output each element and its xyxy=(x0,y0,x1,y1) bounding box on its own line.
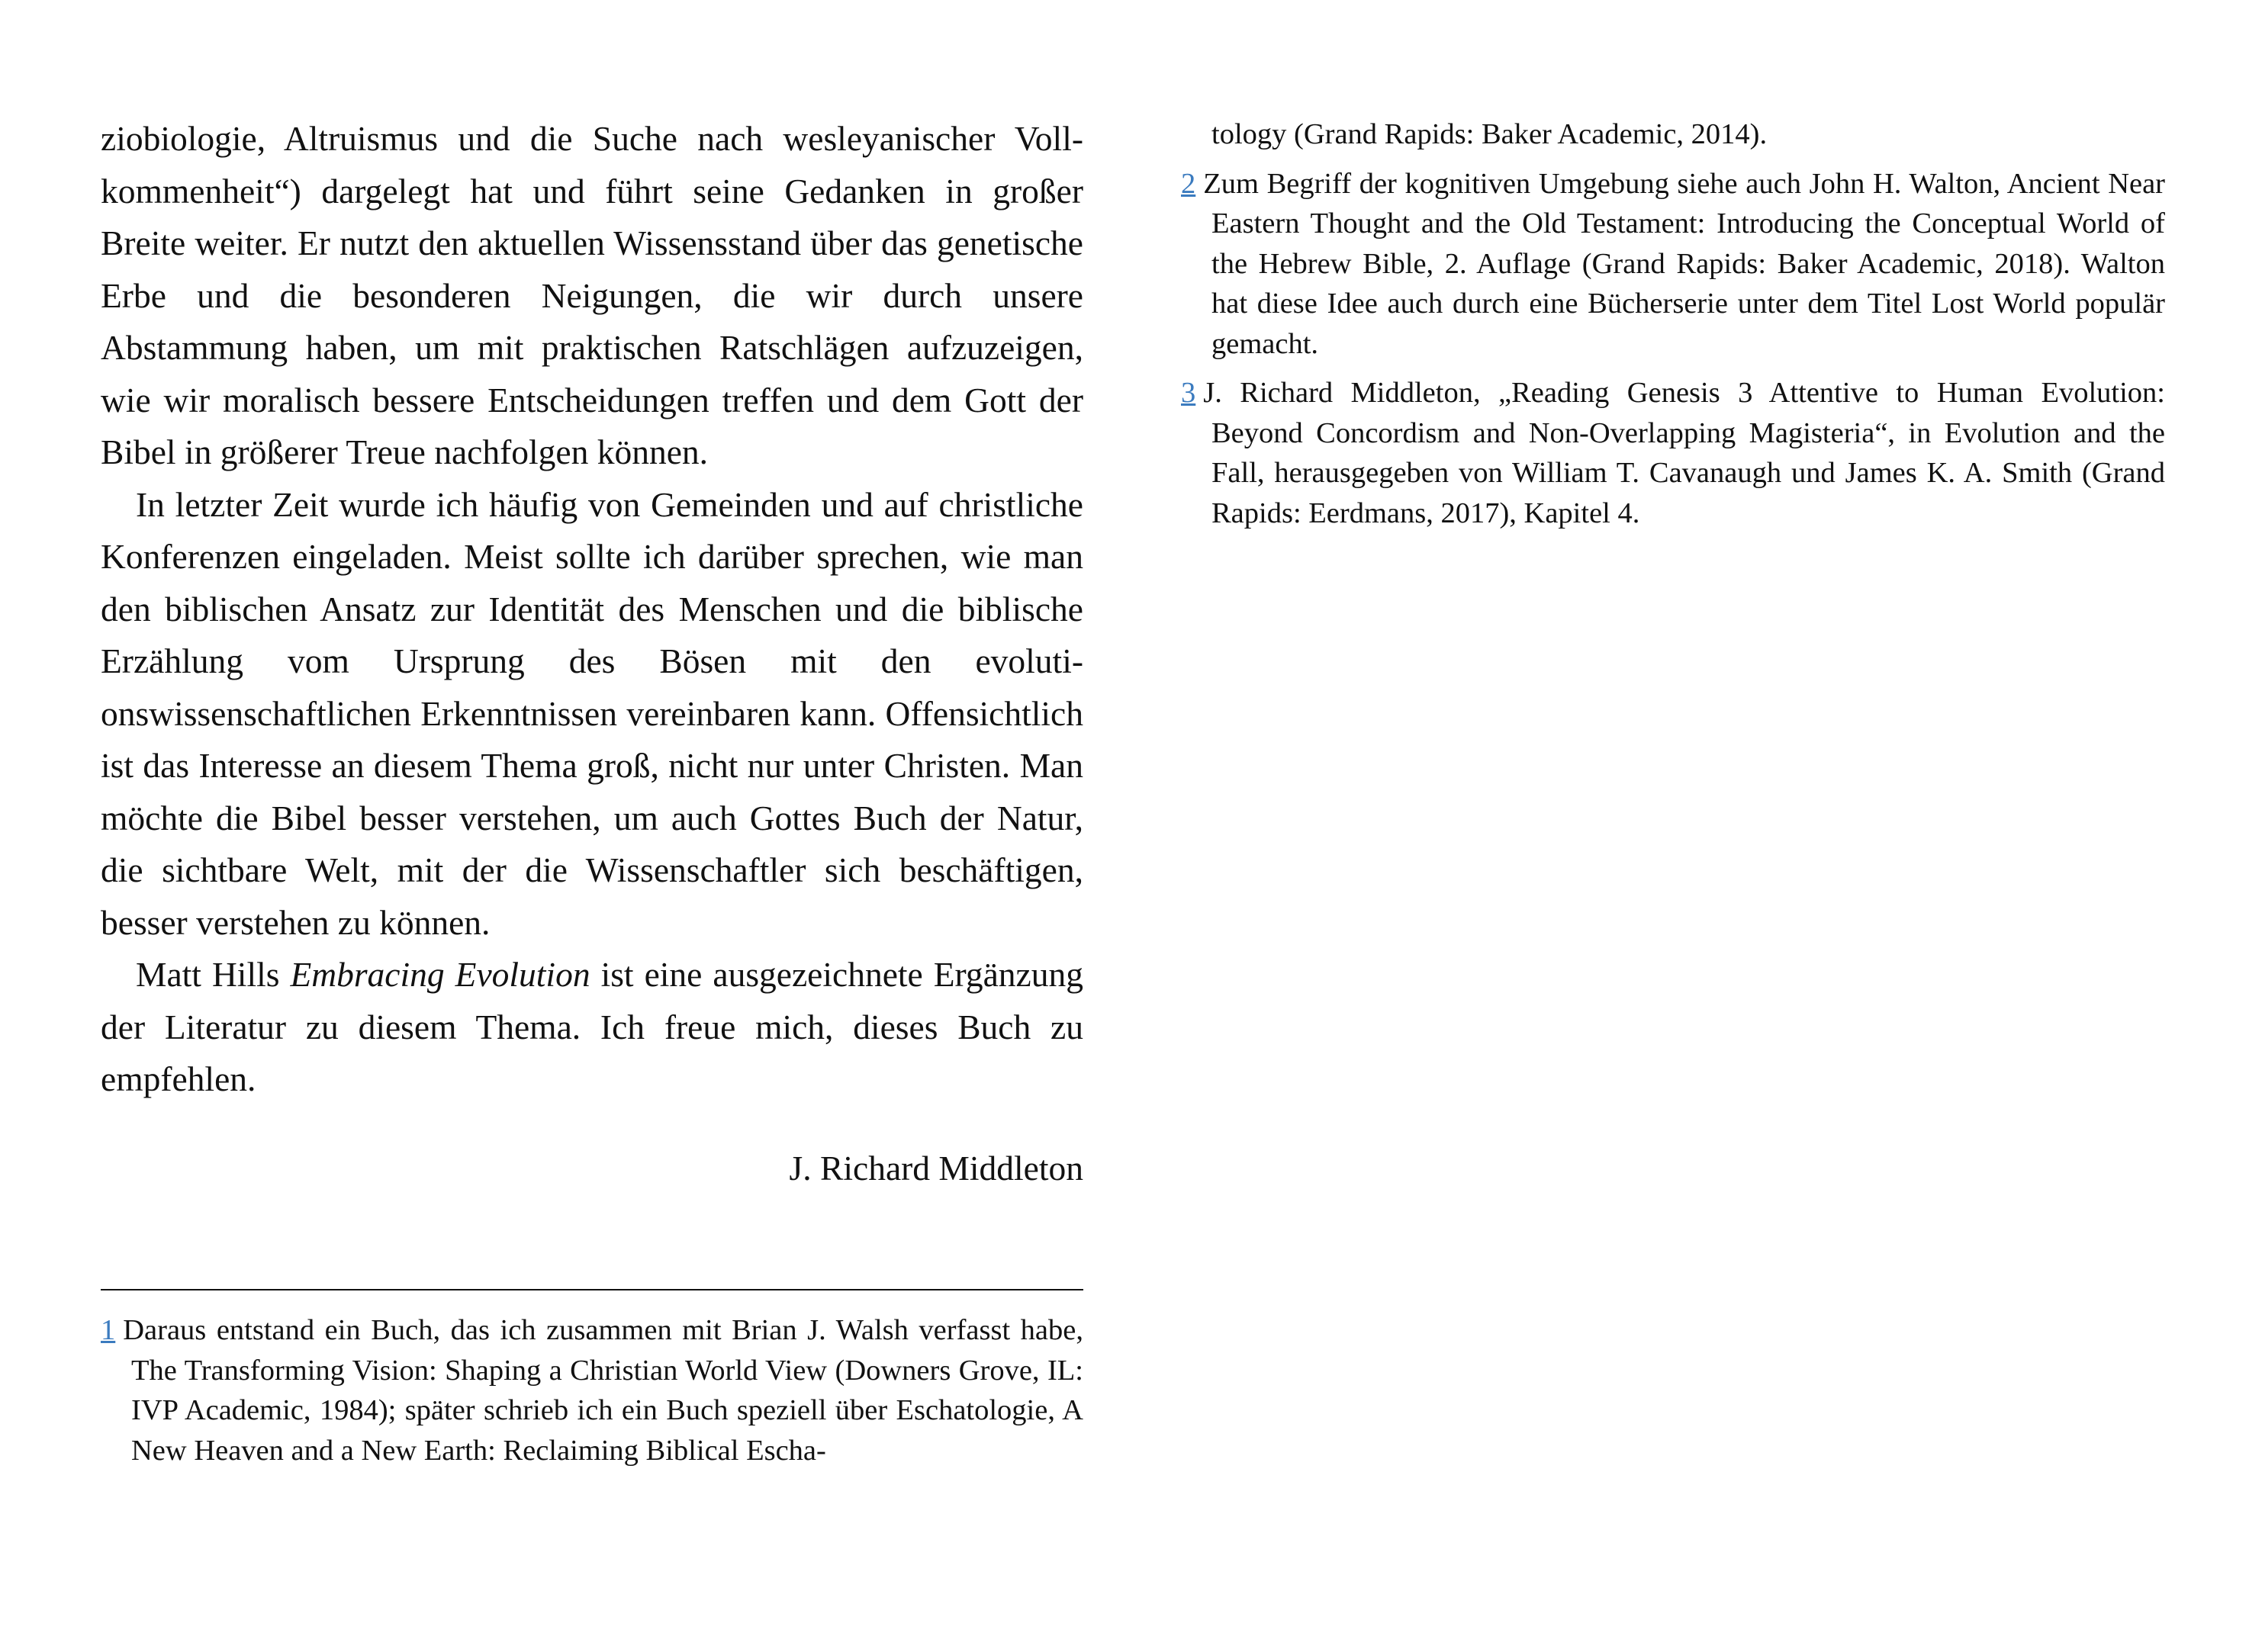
paragraph-3 xyxy=(101,949,1083,1106)
footnotes-right xyxy=(1181,114,2165,542)
footnote-3-text: J. Richard Middleton, „Reading Genesis 3 Attentive to Human Evolution: Beyond Concordism and Non-Overlapping Magisteria“, in Evolution and the Fall, herausgegeben von William T. Cavanaugh und James K. A. Smith (Grand Rapids: Eerdmans, 2017), Kapitel 4. xyxy=(1203,377,2165,529)
footnote-link-3[interactable]: 3 xyxy=(1181,377,1196,409)
footnote-3 xyxy=(1181,373,2165,533)
author-signature: J. Richard Middleton xyxy=(789,1149,1083,1188)
footnote-divider xyxy=(101,1289,1083,1290)
footnote-1 xyxy=(101,1310,1083,1470)
footnotes-left xyxy=(101,1310,1083,1480)
footnote-link-1[interactable]: 1 xyxy=(101,1314,116,1346)
paragraph-3-start: Matt Hills xyxy=(136,955,291,994)
book-title-italic: Embracing Evolution xyxy=(290,955,590,994)
footnote-2 xyxy=(1181,164,2165,365)
footnote-1-text: Daraus entstand ein Buch, das ich zusammen mit Brian J. Walsh verfasst habe, The Transforming Vision: Shaping a Christian World View (Downers Grove, IL: IVP Academic, 1984); später schrieb ich ein Buch speziell über Eschatologie, A New Heaven and a New Earth: Reclaiming Biblical Escha- xyxy=(123,1314,1083,1467)
footnote-1-continuation xyxy=(1181,114,2165,155)
paragraph-3-end: ist eine ausgezeichnete Ergänzung der Literatur zu diesem Thema. Ich freue mich, dieses Buch zu empfehlen. xyxy=(101,955,1084,1098)
paragraph-2: In letzter Zeit wurde ich häufig von Gemeinden und auf christliche Konferenzen eingeladen. Meist sollte ich darüber sprechen, wie man den biblischen Ansatz zur Identität des Menschen und die biblische Erzählung vom Ursprung des Bösen mit den evolutionswissenschaftlichen Erkenntnissen vereinbaren kann. Offensichtlich ist das Interesse an diesem Thema groß, nicht nur unter Christen. Man möchte die Bibel besser verstehen, um auch Gottes Buch der Natur, die sichtbare Welt, mit der die Wissenschaftler sich beschäftigen, besser verstehen zu können. xyxy=(101,484,1083,942)
footnote-1-continuation-text: tology (Grand Rapids: Baker Academic, 2014). xyxy=(1211,118,1768,150)
footnote-link-2[interactable]: 2 xyxy=(1181,167,1196,200)
footnote-2-text: Zum Begriff der kognitiven Umgebung siehe auch John H. Walton, Ancient Near Eastern Thought and the Old Testament: Introducing the Conceptual World of the Hebrew Bible, 2. Auflage (Grand Rapids: Baker Academic, 2018). Walton hat diese Idee auch durch eine Bücherserie unter dem Titel Lost World populär gemacht. xyxy=(1203,167,2165,360)
main-text xyxy=(101,113,1083,1106)
paragraph-1: ziobiologie, Altruismus und die Suche nach wesleyanischer Vollkommenheit“) dargelegt hat und führt seine Gedanken in großer Breite weiter. Er nutzt den aktuellen Wissensstand über das genetische Erbe und die besonderen Neigungen, die wir durch unsere Abstammung haben, um mit praktischen Ratschlägen aufzuzeigen, wie wir moralisch bessere Entscheidungen treffen und dem Gott der Bibel in größerer Treue nachfolgen können. xyxy=(101,119,1083,471)
